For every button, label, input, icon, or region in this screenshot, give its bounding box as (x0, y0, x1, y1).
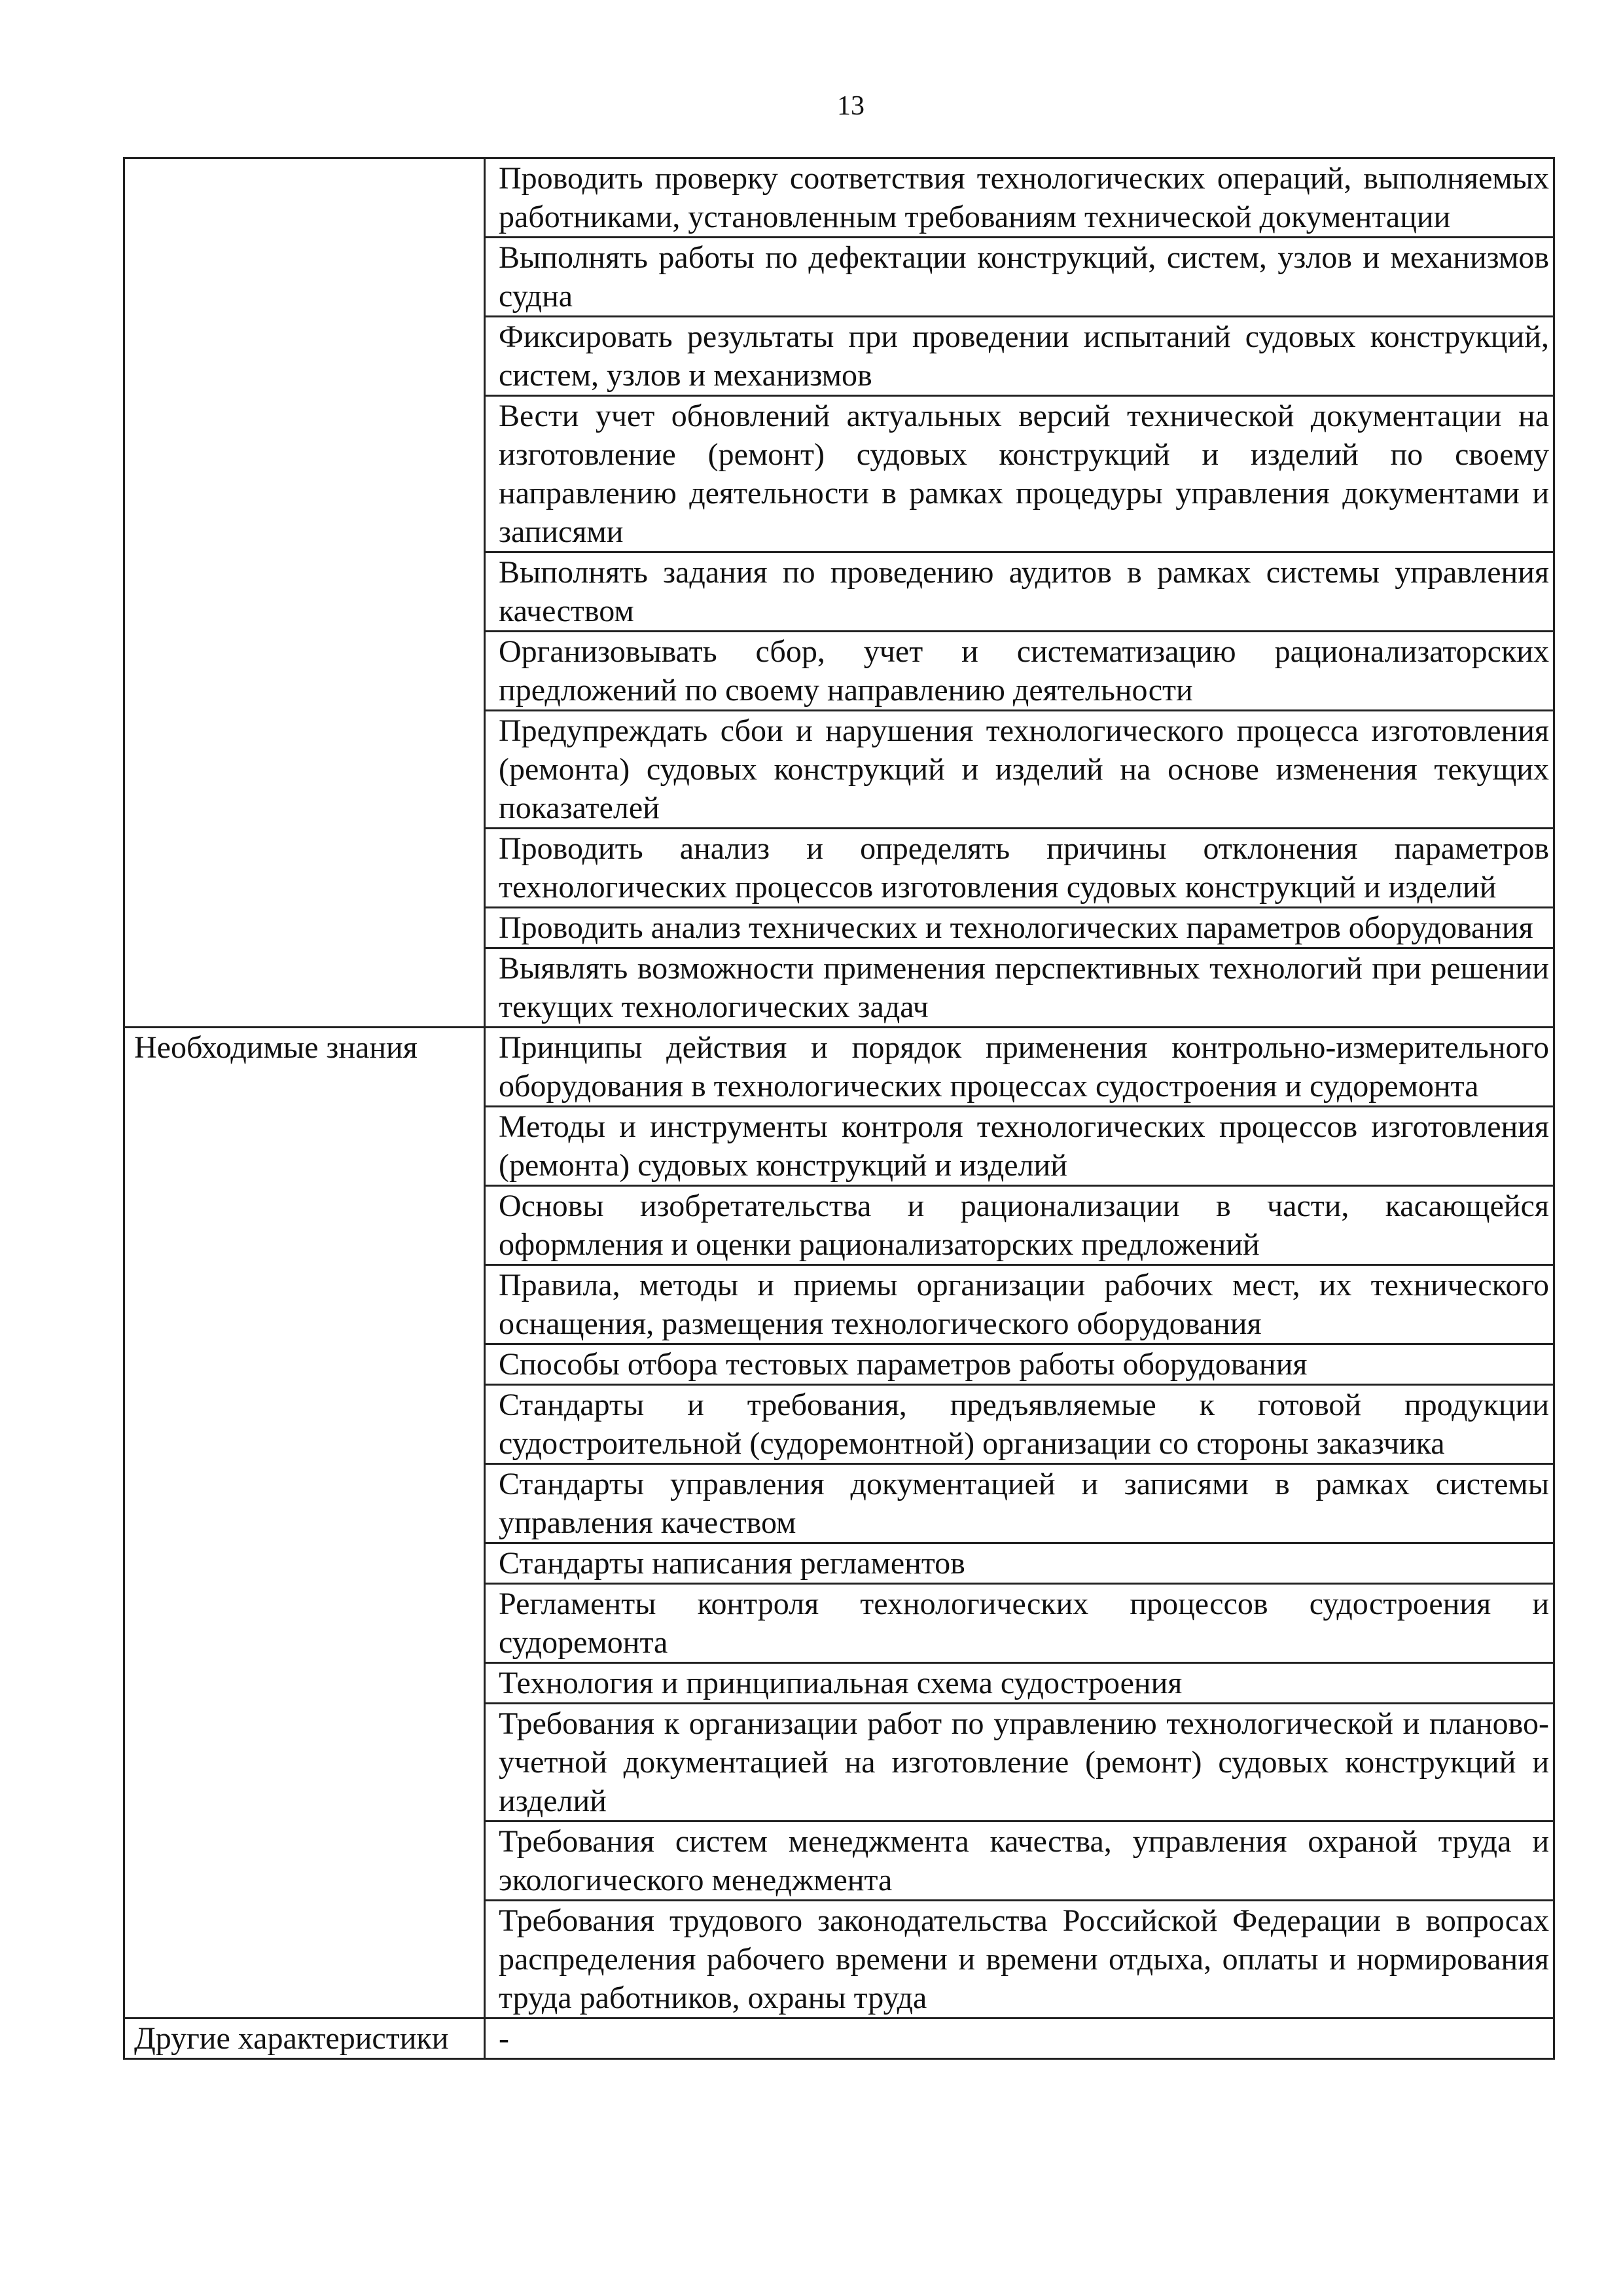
knowledge-item: Принципы действия и порядок применения контрольно-измерительного оборудования в технологических процессах судостроения и судоремонта (485, 1028, 1554, 1107)
skill-item: Вести учет обновлений актуальных версий технической документации на изготовление (ремонт) судовых конструкций и изделий по своему направлению деятельности в рамках процедуры управления документами и записями (485, 396, 1554, 552)
knowledge-item: Способы отбора тестовых параметров работы оборудования (485, 1344, 1554, 1385)
knowledge-item: Стандарты написания регламентов (485, 1543, 1554, 1584)
knowledge-item: Методы и инструменты контроля технологических процессов изготовления (ремонта) судовых конструкций и изделий (485, 1107, 1554, 1186)
knowledge-label: Необходимые знания (124, 1028, 485, 2018)
table-row (124, 2018, 1554, 2059)
knowledge-item: Регламенты контроля технологических процессов судостроения и судоремонта (485, 1584, 1554, 1663)
knowledge-item: Стандарты управления документацией и записями в рамках системы управления качеством (485, 1464, 1554, 1543)
knowledge-item: Требования к организации работ по управлению технологической и планово-учетной документацией на изготовление (ремонт) судовых конструкций и изделий (485, 1704, 1554, 1821)
skill-item: Проводить анализ и определять причины отклонения параметров технологических процессов изготовления судовых конструкций и изделий (485, 829, 1554, 908)
knowledge-item: Требования трудового законодательства Российской Федерации в вопросах распределения рабочего времени и времени отдыха, оплаты и нормирования труда работников, охраны труда (485, 1901, 1554, 2018)
skills-label-cell (124, 158, 485, 1028)
other-value: - (485, 2018, 1554, 2059)
skill-item: Фиксировать результаты при проведении испытаний судовых конструкций, систем, узлов и механизмов (485, 317, 1554, 396)
skill-item: Выполнять работы по дефектации конструкций, систем, узлов и механизмов судна (485, 238, 1554, 317)
knowledge-item: Технология и принципиальная схема судостроения (485, 1663, 1554, 1704)
table-row (124, 1028, 1554, 1107)
skill-item: Организовывать сбор, учет и систематизацию рационализаторских предложений по своему направлению деятельности (485, 632, 1554, 711)
competency-table (123, 157, 1555, 2060)
knowledge-item: Правила, методы и приемы организации рабочих мест, их технического оснащения, размещения технологического оборудования (485, 1265, 1554, 1344)
skill-item: Выявлять возможности применения перспективных технологий при решении текущих технологических задач (485, 948, 1554, 1028)
knowledge-item: Основы изобретательства и рационализации в части, касающейся оформления и оценки рационализаторских предложений (485, 1186, 1554, 1265)
skill-item: Проводить анализ технических и технологических параметров оборудования (485, 908, 1554, 948)
page-number: 13 (837, 91, 865, 121)
knowledge-item: Стандарты и требования, предъявляемые к готовой продукции судостроительной (судоремонтной) организации со стороны заказчика (485, 1385, 1554, 1464)
skill-item: Предупреждать сбои и нарушения технологического процесса изготовления (ремонта) судовых конструкций и изделий на основе изменения текущих показателей (485, 711, 1554, 829)
skill-item: Выполнять задания по проведению аудитов в рамках системы управления качеством (485, 552, 1554, 632)
knowledge-item: Требования систем менеджмента качества, управления охраной труда и экологического менеджмента (485, 1821, 1554, 1901)
table-row (124, 158, 1554, 238)
other-label: Другие характеристики (124, 2018, 485, 2059)
skill-item: Проводить проверку соответствия технологических операций, выполняемых работниками, установленным требованиям технической документации (485, 158, 1554, 238)
